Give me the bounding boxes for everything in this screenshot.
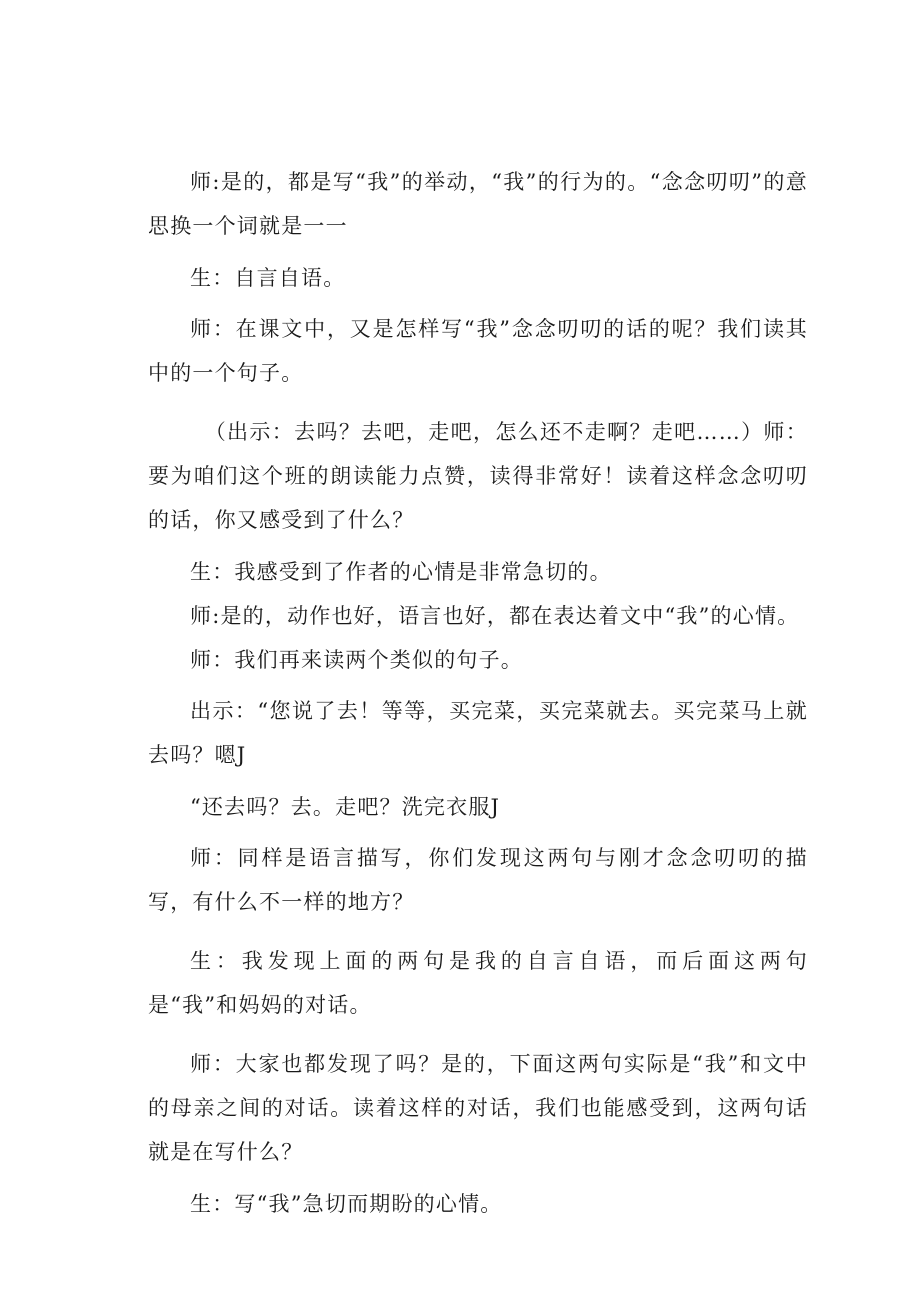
document-page: [148, 160, 808, 1233]
paragraph-teacher-2: 师：在课文中，又是怎样写“我”念念叨叨的话的呢？我们读其中的一个句子。: [148, 317, 808, 385]
paragraph-teacher-4: 师：我们再来读两个类似的句子。: [190, 648, 523, 672]
paragraph-student-2: 生：我感受到了作者的心情是非常急切的。: [190, 560, 612, 584]
paragraph-teacher-5: 师：同样是语言描写，你们发现这两句与刚才念念叨叨的描写，有什么不一样的地方？: [148, 846, 808, 914]
paragraph-student-3: 生：我发现上面的两句是我的自言自语，而后面这两句是“我”和妈妈的对话。: [148, 949, 808, 1017]
paragraph-student-4: 生：写“我”急切而期盼的心情。: [190, 1192, 503, 1216]
paragraph-teacher-3: 师:是的，动作也好，语言也好，都在表达着文中“我”的心情。: [190, 604, 800, 628]
paragraph-display-2: 出示：“您说了去！等等，买完菜，买完菜就去。买完菜马上就去吗？嗯J: [148, 699, 808, 767]
paragraph-teacher-1: 师:是的，都是写“我”的举动，“我”的行为的。“念念叨叨”的意思换一个词就是一一: [148, 170, 808, 238]
paragraph-display-3: “还去吗？去。走吧？洗完衣服J: [190, 795, 501, 819]
paragraph-student-1: 生：自言自语。: [190, 266, 346, 290]
paragraph-display-1: （出示：去吗？去吧，走吧，怎么还不走啊？走吧……）师：要为咱们这个班的朗读能力点赞，读得非常好！读着这样念念叨叨的话，你又感受到了什么？: [148, 420, 808, 532]
paragraph-teacher-6: 师：大家也都发现了吗？是的，下面这两句实际是“我”和文中的母亲之间的对话。读着这样的对话，我们也能感受到，这两句话就是在写什么？: [148, 1052, 808, 1164]
